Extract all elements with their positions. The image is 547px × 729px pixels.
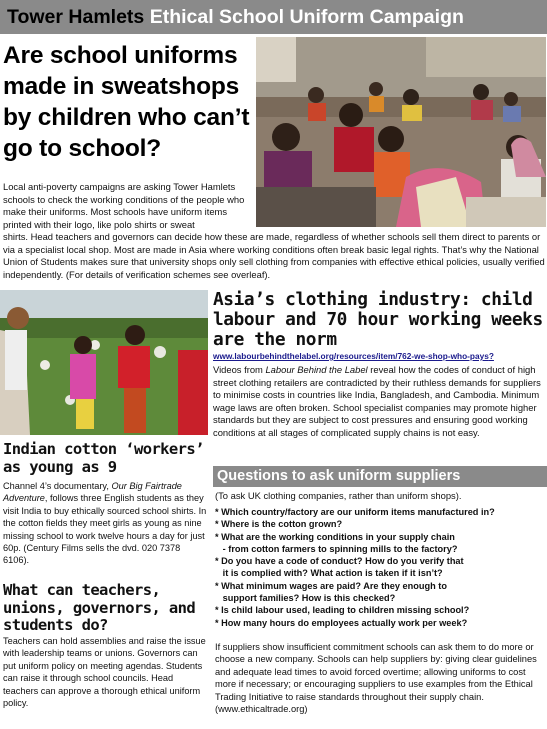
asia-link-text[interactable]: www.labourbehindthelabel.org/resources/item/762-we-shop-who-pays xyxy=(213,351,489,361)
question-item: * Is child labour used, leading to children missing school? xyxy=(215,605,470,616)
campaign-banner xyxy=(0,0,547,34)
question-item: * What are the working conditions in your supply chain xyxy=(215,531,455,542)
garment-factory-photo xyxy=(256,37,546,227)
asia-body-post: reveal how the codes of conduct of high street clothing retailers are contradicted by their ruthless demands for suppliers to minimise costs in countries like India, Bangladesh, and Cambodia. Minimum wage laws are often broken. School specialist companies may promote higher standards but they are subject to cost pressures and ensuring good working conditions at all stages of complicated supply chains is not easy. xyxy=(213,364,541,438)
asia-heading: Asia’s clothing industry: child labour and 70 hour working weeks are the norm xyxy=(213,289,543,350)
india-body-post: , follows three English students as they visit India to buy ethically sourced school shirts. In the cotton fields they meet girls as young as nine missing school to work twelve hours a day for just 60p. (Century Films sells the dvd. 020 7378 6106). xyxy=(3,493,207,566)
questions-footer: If suppliers show insufficient commitment schools can ask them to do more or choose a new company. Schools can help suppliers by: giving clear guidelines and adequate lead times to avoid forced overtime; allowing uniforms to cost more if necessary; or encouraging suppliers to use examples from the Ethical Trading Initiative to raise standards throughout their supply chain. (www.ethicaltrade.org) xyxy=(215,642,537,715)
asia-link-suffix: ? xyxy=(488,351,494,361)
question-item: * What minimum wages are paid? Are they enough to xyxy=(215,580,447,591)
banner-title-part2: Ethical School Uniform Campaign xyxy=(149,6,464,28)
questions-intro: (To ask UK clothing companies, rather than uniform shops). xyxy=(215,490,462,501)
question-item: * Where is the cotton grown? xyxy=(215,519,343,530)
india-heading: Indian cotton ‘workers’ as young as 9 xyxy=(3,440,204,476)
banner-title-part1: Tower Hamlets xyxy=(7,6,145,28)
intro-paragraph-start: Local anti-poverty campaigns are asking Tower Hamlets schools to check the working conditions of the people who make their uniforms. Most schools have uniform items printed with their logo, like polo shirts or sweat xyxy=(3,181,245,230)
labour-behind-label-link[interactable] xyxy=(213,351,543,361)
india-body-pre: Channel 4’s documentary, xyxy=(3,481,112,491)
asia-body-pre: Videos from xyxy=(213,364,266,375)
question-item: it is complied with? What action is taken if it isn’t? xyxy=(215,568,443,579)
intro-paragraph-continued: shirts. Head teachers and governors can decide how these are made, regardless of whether schools sell them direct to parents or via a specialist local shop. Most are made in Asia where working conditions often break basic legal rights. That’s why the National Union of Students makes sure that university shops only sell clothing from companies with effective ethical policies, usually verified independently. (For details of verification schemes see overleaf). xyxy=(3,231,545,280)
question-item: support families? How is this checked? xyxy=(215,593,396,604)
questions-list xyxy=(215,506,547,629)
what-can-do-body: Teachers can hold assemblies and raise the issue with leadership teams or unions. Governors can put uniform policy on meeting agendas. Students can raise it through school councils. Head teachers can approve a thorough ethical uniform policy. xyxy=(3,636,206,709)
what-can-do-heading: What can teachers, unions, governors, and students do? xyxy=(3,581,196,634)
cotton-field-photo xyxy=(0,290,208,435)
questions-heading: Questions to ask uniform suppliers xyxy=(213,466,547,487)
question-item: - from cotton farmers to spinning mills to the factory? xyxy=(215,543,458,554)
asia-body-source: Labour Behind the Label xyxy=(265,364,368,375)
india-documentary-title: Our Big Fairtrade Adventure xyxy=(3,481,182,504)
question-item: * Do you have a code of conduct? How do you verify that xyxy=(215,556,464,567)
asia-body-text xyxy=(213,364,547,440)
main-headline: Are school uniforms made in sweatshops by children who can’t go to school? xyxy=(3,42,250,162)
question-item: * How many hours do employees actually work per week? xyxy=(215,617,468,628)
question-item: * Which country/factory are our uniform items manufactured in? xyxy=(215,507,495,517)
india-body-text xyxy=(3,480,208,567)
